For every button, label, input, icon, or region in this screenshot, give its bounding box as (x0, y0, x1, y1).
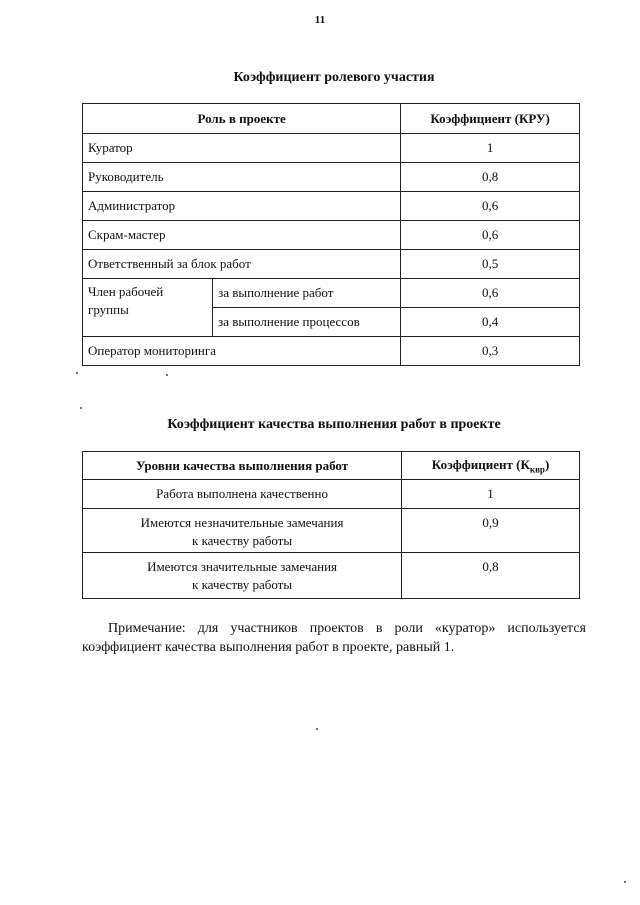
header-coefficient-subscript: квр (529, 464, 545, 475)
coefficient-cell: 1 (402, 480, 580, 509)
coefficient-cell: 0,8 (401, 163, 580, 192)
role-cell: Оператор мониторинга (83, 337, 401, 366)
table-row (83, 279, 580, 308)
header-coefficient-text: Коэффициент (К (431, 456, 530, 472)
coefficient-cell: 0,6 (401, 221, 580, 250)
coefficient-cell: 0,8 (402, 553, 580, 599)
note-text: Примечание: для участников проектов в роли «куратор» используется коэффициент качества выполнения работ в проекте, равный 1. (82, 621, 586, 655)
scan-speck (316, 728, 318, 730)
quality-coefficient-title: Коэффициент качества выполнения работ в проекте (167, 417, 501, 432)
quality-level-cell (83, 509, 402, 553)
coefficient-cell: 0,3 (401, 337, 580, 366)
table-row (83, 509, 580, 553)
scan-speck (80, 407, 82, 409)
coefficient-cell: 0,5 (401, 250, 580, 279)
table-row (83, 192, 580, 221)
subrole-cell: за выполнение работ (213, 279, 401, 308)
header-coefficient: Коэффициент (КРУ) (401, 104, 580, 134)
quality-level-text: Имеются значительные замечания (147, 559, 338, 574)
table-header-row (83, 452, 580, 480)
header-role: Роль в проекте (83, 104, 401, 134)
role-cell: Куратор (83, 134, 401, 163)
quality-coefficient-table (82, 451, 580, 599)
scan-speck (166, 374, 168, 376)
role-coefficient-table (82, 103, 580, 366)
scan-speck (624, 881, 626, 883)
quality-level-cell (83, 480, 402, 509)
table-row (83, 250, 580, 279)
quality-level-text: Имеются незначительные замечания (140, 515, 344, 530)
header-quality-level: Уровни качества выполнения работ (83, 452, 402, 480)
role-cell: Ответственный за блок работ (83, 250, 401, 279)
coefficient-cell: 0,6 (401, 279, 580, 308)
coefficient-cell: 0,4 (401, 308, 580, 337)
role-cell: Администратор (83, 192, 401, 221)
coefficient-cell: 1 (401, 134, 580, 163)
quality-level-text: Работа выполнена качественно (156, 486, 328, 501)
quality-level-text-line2: к качеству работы (192, 577, 293, 592)
role-coefficient-title: Коэффициент ролевого участия (233, 70, 435, 85)
role-cell: Руководитель (83, 163, 401, 192)
quality-level-text-line2: к качеству работы (192, 533, 293, 548)
table-row (83, 221, 580, 250)
table-row (83, 134, 580, 163)
header-coefficient-close: ) (544, 456, 550, 472)
page-number: 11 (314, 14, 326, 26)
table-row (83, 553, 580, 599)
group-role-cell: Член рабочей группы (83, 279, 213, 337)
coefficient-cell: 0,9 (402, 509, 580, 553)
table-row (83, 337, 580, 366)
coefficient-cell: 0,6 (401, 192, 580, 221)
quality-level-cell (83, 553, 402, 599)
header-coefficient (402, 452, 580, 480)
scan-speck (76, 372, 78, 374)
table-row (83, 480, 580, 509)
role-cell: Скрам-мастер (83, 221, 401, 250)
table-header-row (83, 104, 580, 134)
table-row (83, 163, 580, 192)
subrole-cell: за выполнение процессов (213, 308, 401, 337)
note-paragraph (82, 619, 586, 657)
